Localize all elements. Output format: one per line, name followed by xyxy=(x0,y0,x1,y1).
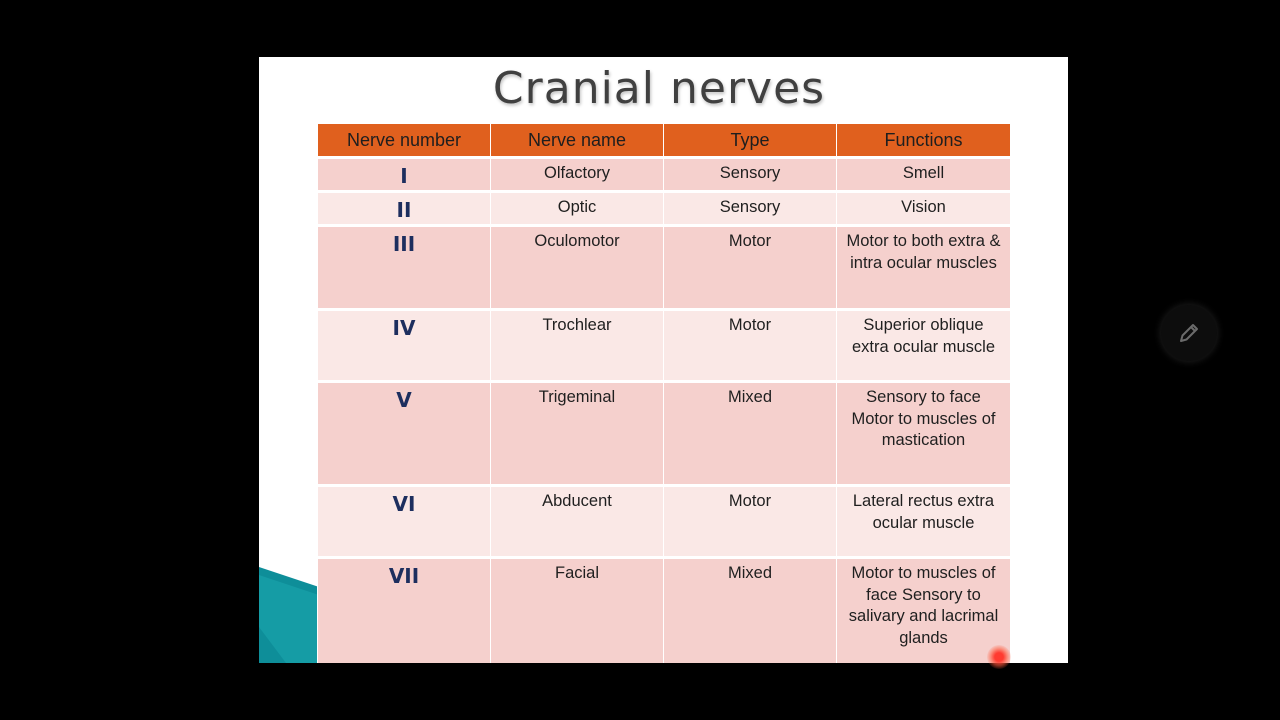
nerve-name: Trigeminal xyxy=(491,382,664,486)
slide xyxy=(259,57,1068,663)
table-row xyxy=(318,310,1011,382)
nerve-name: Optic xyxy=(491,192,664,226)
table-row xyxy=(318,382,1011,486)
nerve-type: Mixed xyxy=(664,558,837,664)
nerve-type: Sensory xyxy=(664,192,837,226)
laser-pointer-icon xyxy=(987,645,1011,669)
table-row xyxy=(318,226,1011,310)
nerve-number: VI xyxy=(318,486,491,558)
header-nerve-number: Nerve number xyxy=(318,124,491,158)
nerve-type: Mixed xyxy=(664,382,837,486)
header-type: Type xyxy=(664,124,837,158)
nerve-number: V xyxy=(318,382,491,486)
cranial-nerves-table xyxy=(317,124,1011,663)
nerve-number: I xyxy=(318,158,491,192)
nerve-function: Sensory to face Motor to muscles of mastication xyxy=(837,382,1011,486)
table-header-row xyxy=(318,124,1011,158)
nerve-function: Motor to both extra & intra ocular muscles xyxy=(837,226,1011,310)
nerve-number: II xyxy=(318,192,491,226)
table-row xyxy=(318,486,1011,558)
nerve-type: Motor xyxy=(664,486,837,558)
nerve-type: Motor xyxy=(664,226,837,310)
nerve-name: Abducent xyxy=(491,486,664,558)
nerve-function: Motor to muscles of face Sensory to salivary and lacrimal glands xyxy=(837,558,1011,664)
nerve-function: Vision xyxy=(837,192,1011,226)
nerve-function: Superior oblique extra ocular muscle xyxy=(837,310,1011,382)
slide-title: Cranial nerves xyxy=(492,63,826,114)
nerve-function: Smell xyxy=(837,158,1011,192)
nerve-name: Oculomotor xyxy=(491,226,664,310)
nerve-name: Trochlear xyxy=(491,310,664,382)
nerve-name: Facial xyxy=(491,558,664,664)
nerve-name: Olfactory xyxy=(491,158,664,192)
nerve-function: Lateral rectus extra ocular muscle xyxy=(837,486,1011,558)
nerve-number: III xyxy=(318,226,491,310)
nerve-number: IV xyxy=(318,310,491,382)
pencil-icon xyxy=(1175,319,1203,347)
nerve-type: Motor xyxy=(664,310,837,382)
header-functions: Functions xyxy=(837,124,1011,158)
corner-decoration xyxy=(259,567,319,663)
nerve-type: Sensory xyxy=(664,158,837,192)
header-nerve-name: Nerve name xyxy=(491,124,664,158)
nerve-number: VII xyxy=(318,558,491,664)
table-row xyxy=(318,192,1011,226)
table-row xyxy=(318,558,1011,664)
table-row xyxy=(318,158,1011,192)
pencil-annotate-button[interactable] xyxy=(1161,305,1217,361)
